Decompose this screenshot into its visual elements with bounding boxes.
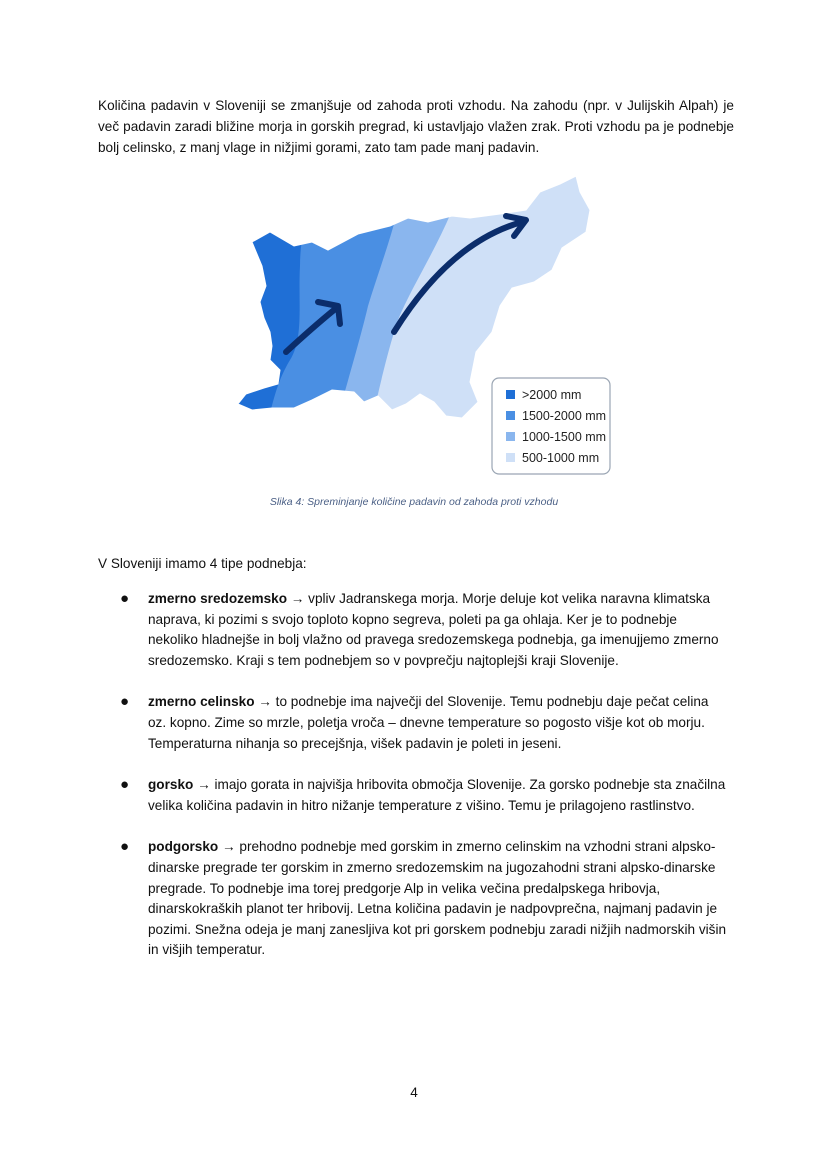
legend-swatch-1000-1500	[506, 432, 515, 441]
list-item	[120, 837, 728, 961]
legend-label-500-1000: 500-1000 mm	[522, 451, 600, 465]
list-item	[120, 692, 728, 754]
legend-label-1500-2000: 1500-2000 mm	[522, 409, 607, 423]
page-number: 4	[410, 1085, 418, 1100]
bullet-icon: ●	[120, 838, 130, 856]
climate-term: zmerno celinsko	[148, 694, 255, 710]
bullet-icon: ●	[120, 776, 130, 794]
climate-term: zmerno sredozemsko	[148, 591, 288, 606]
legend-label-1000-1500: 1000-1500 mm	[522, 430, 607, 444]
legend-swatch-500-1000	[506, 453, 515, 462]
figure-caption: Slika 4: Spreminjanje količine padavin od zahoda proti vzhodu	[269, 496, 559, 508]
climate-description: → imajo gorata in najvišja hribovita območja Slovenije. Za gorsko podnebje sta značilna velika količina padavin in hitro nižanje temperature z višino. Temu je prilagojeno rastlinstvo.	[148, 777, 726, 813]
list-item	[120, 589, 728, 671]
climate-types-list	[120, 589, 728, 982]
climate-term: podgorsko	[148, 839, 219, 855]
legend-swatch-over-2000	[506, 390, 515, 399]
legend-label-over-2000: >2000 mm	[522, 388, 582, 402]
intro-paragraph: Količina padavin v Sloveniji se zmanjšuje od zahoda proti vzhodu. Na zahodu (npr. v Julijskih Alpah) je več padavin zaradi bližine morja in gorskih pregrad, ki ustavljajo vlažen zrak. Proti vzhodu pa je podnebje bolj celinsko, z manj vlage in nižjimi gorami, zato tam pade manj padavin.	[98, 98, 734, 155]
slovenia-precipitation-map	[208, 170, 620, 486]
bullet-icon: ●	[120, 590, 130, 607]
map-legend	[492, 378, 610, 474]
list-item	[120, 775, 728, 816]
climate-description: → prehodno podnebje med gorskim in zmerno celinskim na vzhodni strani alpsko-dinarske pregrade ter gorskim in zmerno sredozemskim na jugozahodni strani alpsko-dinarske pregrade. To podnebje ima torej predgorje Alp in velika večina predalpskega hribovja, dinarskokraških planot ter hribovij. Letna količina padavin je nadpovprečna, najmanj padavin je pozimi. Snežna odeja je manj zanesljiva kot pri gorskem podnebju zaradi nižjih nadmorskih višin in višjih temperatur.	[148, 839, 727, 958]
legend-swatch-1500-2000	[506, 411, 515, 420]
climate-description: → vpliv Jadranskega morja. Morje deluje kot velika naravna klimatska naprava, ki pozimi s svojo toploto kopno segreva, poleti pa ga ohlaja. Ker je to podnebje nekoliko hladnejše in bolj vlažno od pravega sredozemskega podnebja, ga imenujjemo zmerno sredozemsko. Kraji s tem podnebjem so v povprečju najtoplejši kraji Slovenije.	[148, 591, 719, 668]
precipitation-map-figure	[208, 170, 620, 486]
climate-types-lead: V Sloveniji imamo 4 tipe podnebja:	[98, 556, 307, 571]
bullet-icon: ●	[120, 693, 130, 711]
climate-description: → to podnebje ima največji del Slovenije. Temu podnebju daje pečat celina oz. kopno. Zime so mrzle, poletja vroča – dnevne temperature so pogosto višje kot ob morju. Temperaturna nihanja so precejšnja, višek padavin je poleti in jeseni.	[148, 694, 709, 751]
climate-term: gorsko	[148, 777, 194, 793]
